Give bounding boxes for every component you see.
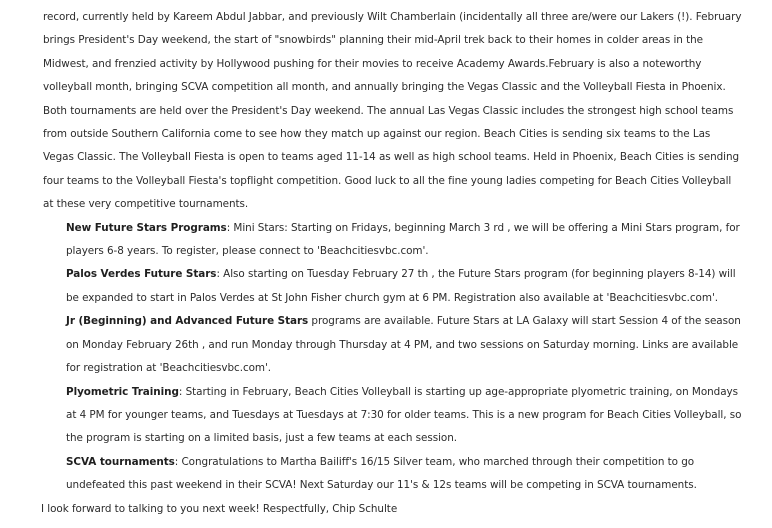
program-title: SCVA tournaments [66, 455, 175, 468]
intro-paragraph: record, currently held by Kareem Abdul Jabbar, and previously Wilt Chamberlain (incidentally all three are/were our Lakers (!). February brings President's Day weekend, the start of "snowbirds" planning their mid-April trek back to their homes in colder areas in the Midwest, and frenzied activity by Hollywood pushing for their movies to receive Academy Awards.February is also a noteworthy volleyball month, bringing SCVA competition all month, and annually bringing the Vegas Classic and the Volleyball Fiesta in Phoenix. Both tournaments are held over the President's Day weekend. The annual Las Vegas Classic includes the strongest high school teams from outside Southern California come to see how they match up against our region. Beach Cities is sending six teams to the Las Vegas Classic. The Volleyball Fiesta is open to teams aged 11-14 as well as high school teams. Held in Phoenix, Beach Cities is sending four teams to the Volleyball Fiesta's topflight competition. Good luck to all the fine young ladies competing for Beach Cities Volleyball at these very competitive tournaments. [43, 11, 742, 211]
program-description: : Starting in February, Beach Cities Volleyball is starting up age-appropriate plyometric training, on Mondays at 4 PM for younger teams, and Tuesdays at Tuesdays at 7:30 for older teams. This is a new program for Beach Cities Volleyball, so the program is starting on a limited basis, just a few teams at each session. [66, 385, 742, 445]
program-item-advanced-future-stars [43, 310, 743, 380]
program-list [43, 217, 743, 498]
program-title: New Future Stars Programs [66, 221, 227, 234]
closing-signature: I look forward to talking to you next week! Respectfully, Chip Schulte [41, 502, 398, 515]
article-body [43, 6, 743, 521]
program-item-plyometric-training [43, 381, 743, 451]
program-title: Palos Verdes Future Stars [66, 268, 217, 281]
program-item-palos-verdes-future-stars [43, 263, 743, 310]
program-description: programs are available. Future Stars at LA Galaxy will start Session 4 of the season on Monday February 26th , and run Monday through Thursday at 4 PM, and two sessions on Saturday morning. Links are available for registration at 'Beachcitiesvbc.com'. [66, 315, 741, 375]
program-description: : Also starting on Tuesday February 27 th , the Future Stars program (for beginning players 8-14) will be expanded to start in Palos Verdes at St John Fisher church gym at 6 PM. Registration also available at 'Beachcitiesvbc.com'. [66, 268, 736, 304]
program-item-new-future-stars [43, 217, 743, 264]
program-title: Plyometric Training [66, 385, 179, 398]
program-title: Jr (Beginning) and Advanced Future Stars [66, 315, 309, 328]
program-item-scva-tournaments [43, 451, 743, 498]
program-description: : Congratulations to Martha Bailiff's 16/15 Silver team, who marched through their competition to go undefeated this past weekend in their SCVA! Next Saturday our 11's & 12s teams will be competing in SCVA tournaments. [66, 455, 697, 492]
program-description: : Mini Stars: Starting on Fridays, beginning March 3 rd , we will be offering a Mini Stars program, for players 6-8 years. To register, please connect to 'Beachcitiesvbc.com'. [66, 221, 740, 258]
